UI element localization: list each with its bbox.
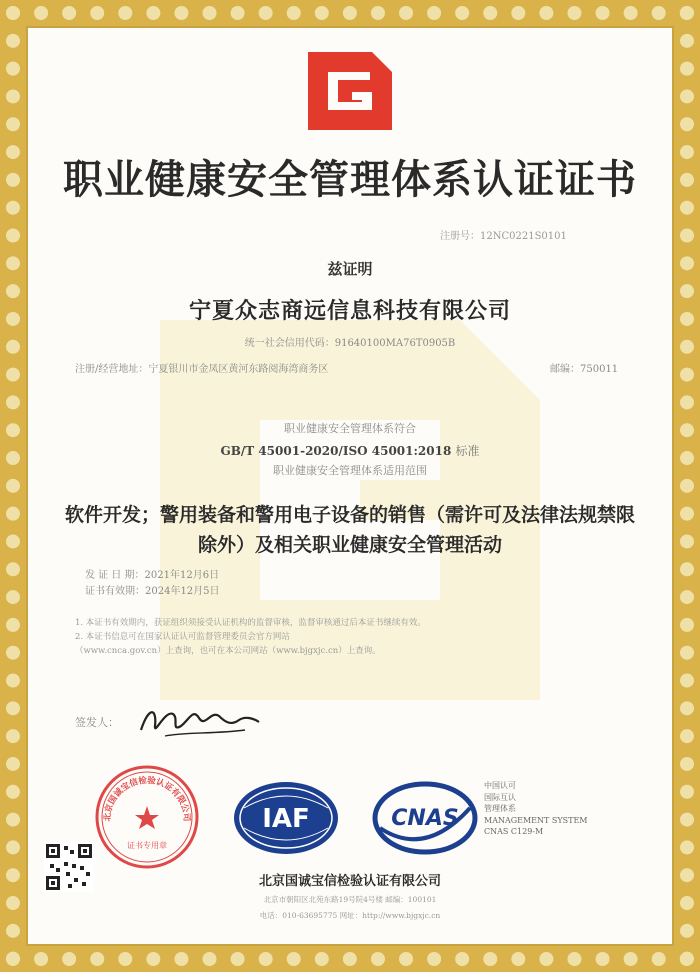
cnas-label: CNAS [391, 806, 459, 831]
note-line: 1. 本证书有效期内，获证组织须接受认证机构的监督审核，监督审核通过后本证书继续有效。 [75, 618, 426, 628]
certification-scope: 软件开发；警用装备和警用电子设备的销售（需许可及法律法规禁限除外）及相关职业健康安全管理活动 [64, 504, 635, 556]
issuer-contact: 电话：010-63695775 网址：http://www.bjgxjc.cn [259, 911, 441, 920]
standard-code: GB/T 45001-2020/ISO 45001:2018 [220, 444, 452, 458]
signatory-label: 签发人： [75, 716, 119, 729]
standard-line-2 [40, 442, 660, 459]
unified-credit-code: 统一社会信用代码：91640100MA76T0905B [244, 338, 456, 349]
issue-date: 发 证 日 期：2021年12月6日 [85, 570, 220, 581]
cnas-info-line: 国际互认 [484, 792, 516, 802]
postal-code: 邮编：750011 [550, 364, 619, 375]
cnas-info-line: MANAGEMENT SYSTEM [484, 815, 588, 825]
note-line: 2. 本证书信息可在国家认证认可监督管理委员会官方网站 [75, 632, 290, 642]
note-line: （www.cnca.gov.cn）上查询，也可在本公司网站（www.bjgxjc.cn）上查询。 [75, 646, 381, 656]
company-name: 宁夏众志商远信息科技有限公司 [188, 298, 511, 324]
seal-bottom-text: 证书专用章 [127, 841, 167, 850]
cnas-info-line: CNAS C129-M [484, 827, 544, 836]
cnas-info-line: 中国认可 [484, 781, 516, 790]
seal-text: 北京国诚宝信检验认证有限公司 [102, 775, 192, 822]
notes-block [75, 616, 640, 658]
standard-line-1: 职业健康安全管理体系符合 [284, 422, 416, 435]
hereby-label: 兹证明 [327, 260, 373, 278]
issuer-address: 北京市朝阳区北苑东路19号院4号楼 邮编：100101 [263, 895, 437, 904]
certificate-number: 注册号：12NC0221S0101 [440, 231, 567, 242]
dates-block [85, 568, 385, 600]
iaf-label: IAF [262, 804, 310, 834]
registered-address: 注册/经营地址：宁夏银川市金凤区黄河东路阅海湾商务区 [75, 364, 329, 375]
valid-until: 证书有效期：2024年12月5日 [85, 586, 220, 597]
issuing-organization: 北京国诚宝信检验认证有限公司 [258, 874, 441, 889]
standard-suffix: 标准 [455, 444, 480, 458]
cnas-logo-icon [370, 778, 480, 858]
standard-line-3: 职业健康安全管理体系适用范围 [273, 464, 427, 477]
cnas-info-line: 管理体系 [484, 804, 516, 813]
iaf-logo-icon [230, 778, 342, 858]
brand-logo-icon [300, 48, 400, 134]
cnas-info [484, 780, 644, 838]
certificate-title: 职业健康安全管理体系认证证书 [63, 156, 637, 203]
official-seal-icon [92, 762, 202, 872]
signature-icon [135, 696, 265, 744]
